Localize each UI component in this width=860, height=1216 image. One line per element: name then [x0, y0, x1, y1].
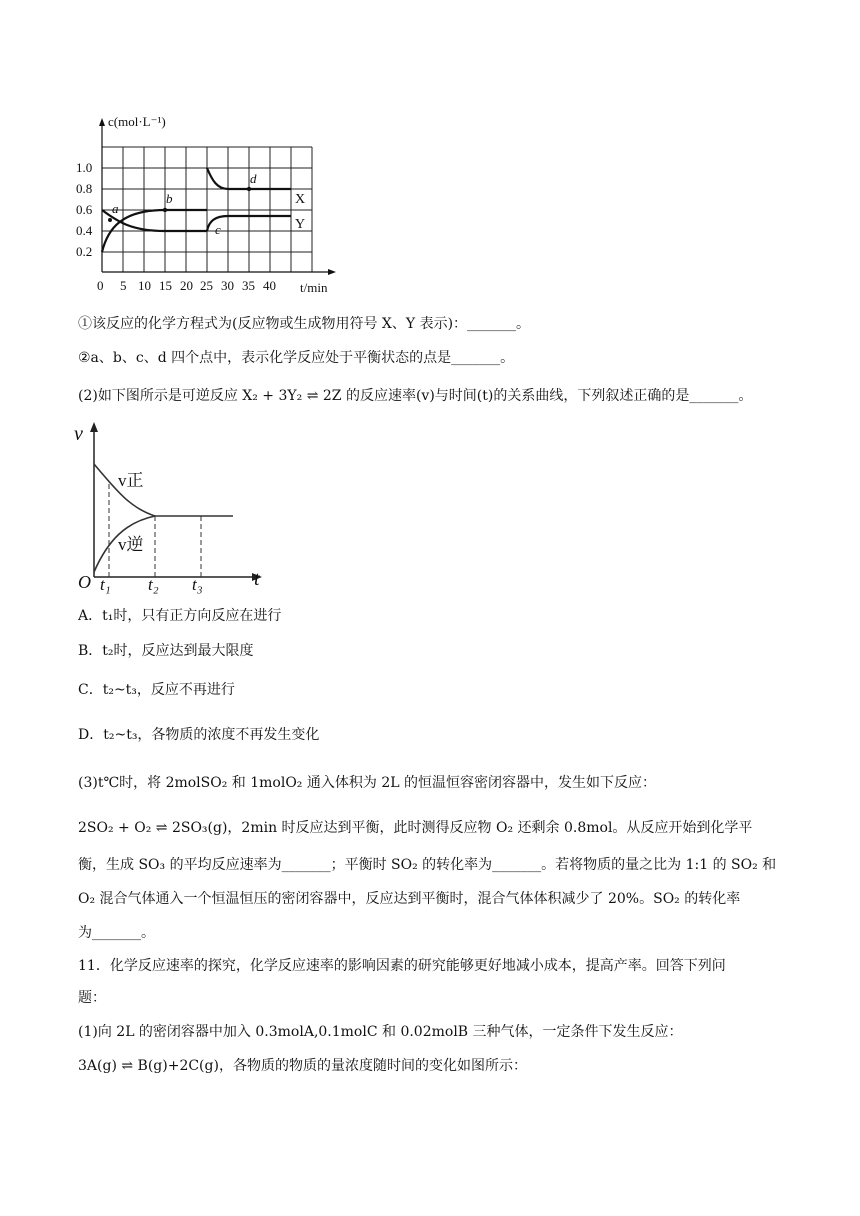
question-11-part-1: (1)向 2L 的密闭容器中加入 0.3molA,0.1molC 和 0.02molB 三种气体，一定条件下发生反应： [78, 1024, 683, 1040]
y-tick-label: 0.4 [76, 223, 93, 238]
option-c: C．t₂~t₃，反应不再进行 [78, 682, 235, 698]
question-4-intro: (3)t℃时，将 2molSO₂ 和 1molO₂ 通入体积为 2L 的恒温恒容密闭容器中，发生如下反应： [78, 775, 656, 791]
question-3-line: (2)如下图所示是可逆反应 X₂ + 3Y₂ ⇌ 2Z 的反应速率(v)与时间(t)的关系曲线，下列叙述正确的是_______。 [78, 388, 753, 404]
point-d-marker [247, 187, 251, 191]
t1-label: t₁ [100, 575, 111, 594]
option-d: D．t₂~t₃，各物质的浓度不再发生变化 [78, 727, 320, 743]
question-11-part-1-equation: 3A(g) ⇌ B(g)+2C(g)，各物质的物质的量浓度随时间的变化如图所示： [78, 1058, 527, 1074]
question-4-equation: 2SO₂ + O₂ ⇌ 2SO₃(g)，2min 时反应达到平衡，此时测得反应物 O₂ 还剩余 0.8mol。从反应开始到化学平 [78, 820, 753, 836]
x-tick-label: 15 [159, 278, 172, 293]
x-tick-label: 0 [97, 278, 104, 293]
t2-label: t₂ [148, 575, 159, 594]
forward-rate-label: v正 [118, 471, 144, 490]
question-4-line-3: O₂ 混合气体通入一个恒温恒压的密闭容器中，反应达到平衡时，混合气体体积减少了 20%。SO₂ 的转化率 [78, 891, 741, 907]
x-tick-label: 30 [221, 278, 234, 293]
y-axis-label: c(mol·L⁻¹) [108, 114, 166, 129]
x-tick-label: 20 [180, 278, 193, 293]
question-4-line-4: 为_______。 [78, 925, 155, 941]
point-label-c: c [215, 222, 221, 237]
point-label-a: a [112, 201, 119, 216]
y-tick-label: 1.0 [76, 160, 93, 175]
curve-label-y: Y [295, 217, 306, 232]
x-tick-label: 5 [120, 278, 127, 293]
v-axis-label: v [74, 423, 83, 445]
option-b: B．t₂时，反应达到最大限度 [78, 643, 254, 659]
question-4-line-2: 衡，生成 SO₃ 的平均反应速率为_______；平衡时 SO₂ 的转化率为_______。若将物质的量之比为 1:1 的 SO₂ 和 [78, 857, 777, 873]
question-2-line: ②a、b、c、d 四个点中，表示化学反应处于平衡状态的点是_______。 [78, 350, 515, 366]
point-label-b: b [166, 191, 173, 206]
point-label-d: d [250, 171, 257, 186]
y-tick-label: 0.6 [76, 202, 93, 217]
point-a-marker [108, 218, 112, 222]
x-axis-label: t/min [300, 280, 328, 295]
y-tick-label: 0.2 [76, 244, 93, 259]
y-axis-arrow [99, 118, 105, 126]
x-tick-label: 25 [200, 278, 213, 293]
concentration-time-figure [70, 110, 350, 300]
reverse-rate-label: v逆 [118, 535, 144, 554]
x-axis-arrow [328, 269, 336, 275]
t3-label: t₃ [192, 575, 203, 594]
v-axis-arrow [90, 422, 98, 432]
x-tick-label: 35 [242, 278, 255, 293]
x-tick-label: 40 [263, 278, 276, 293]
question-1-line: ①该反应的化学方程式为(反应物或生成物用符号 X、Y 表示)：_______。 [78, 316, 531, 332]
option-a: A．t₁时，只有正方向反应在进行 [78, 608, 282, 624]
question-11-line-1: 11．化学反应速率的探究，化学反应速率的影响因素的研究能够更好地减小成本，提高产率。回答下列问 [78, 958, 726, 974]
curve-label-x: X [295, 192, 306, 207]
origin-label: O [78, 572, 91, 592]
question-11-line-2: 题： [78, 990, 106, 1006]
point-b-marker [163, 208, 167, 212]
rate-time-figure [74, 420, 278, 595]
y-tick-label: 0.8 [76, 181, 93, 196]
t-axis-label: t [254, 568, 260, 590]
x-tick-label: 10 [138, 278, 151, 293]
